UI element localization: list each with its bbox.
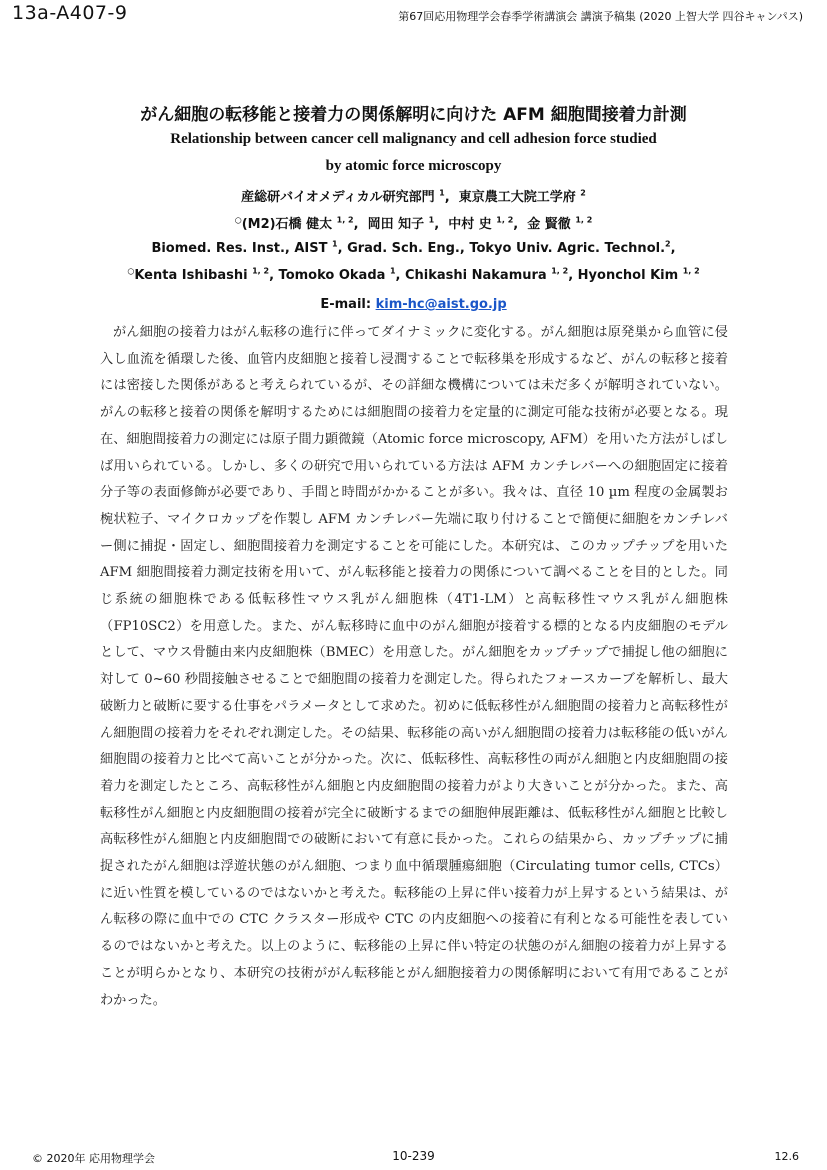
author-4-mark: 1, 2 [575,215,593,225]
author-en-4: Hyonchol Kim [577,268,679,283]
affiliation-english: Biomed. Res. Inst., AIST $^1$, Grad. Sch. Eng., Tokyo Univ. Agric. Technol.$^2$, [151,239,676,256]
author-1-mark: 1, 2 [336,215,354,225]
author-1: (M2)石橋 健太 [241,217,333,232]
author-en-1-mark: 1, 2 [252,266,270,276]
author-en-1: Kenta Ishibashi [134,268,248,283]
author-en-2: Tomoko Okada [278,268,386,283]
author-3-mark: 1, 2 [496,215,514,225]
version-number: 12.6 [774,1150,799,1163]
abstract-body: がん細胞の接着力はがん転移の進行に伴ってダイナミックに変化する。がん細胞は原発巣から血管に侵入し血流を循環した後、血管内皮細胞と接着し浸潤することで転移巣を形成するなど、がんの転移と接着には密接した関係があると考えられているが、その詳細な機構については未だ多くが解明されていない。がんの転移と接着の関係を解明するためには細胞間の接着力を定量的に測定可能な技術が必要となる。現在、細胞間接着力の測定には原子間力顕微鏡（Atomic force microscopy, AFM）を用いた方法がしばしば用いられている。しかし、多くの研究で用いられている方法は AFM カンチレバーへの細胞固定に接着分子等の表面修飾が必要であり、手間と時間がかかることが多い。我々は、直径 10 µm 程度の金属製お椀状粒子、マイクロカップを作製し AFM カンチレバー先端に取り付けることで簡便に細胞をカンチレバー側に捕捉・固定し、細胞間接着力を測定することを可能にした。本研究は、このカップチップを用いた AFM 細胞間接着力測定技術を用いて、がん転移能と接着力の関係について調べることを目的とした。同じ系統の細胞株である低転移性マウス乳がん細胞株（4T1-LM）と高転移性マウス乳がん細胞株（FP10SC2）を用意した。また、がん転移時に血中のがん細胞が接着する標的となる内皮細胞のモデルとして、マウス骨髄由来内皮細胞株（BMEC）を用意した。がん細胞をカップチップで捕捉し他の細胞に対して 0~60 秒間接触させることで細胞間の接着力を測定した。得られたフォースカーブを解析し、最大破断力と破断に要する仕事をパラメータとして求めた。初めに低転移性がん細胞間の接着力と高転移性がん細胞間の接着力をそれぞれ測定した。その結果、転移能の高いがん細胞間の接着力は転移能の低いがん細胞間の接着力と比べて高いことが分かった。次に、低転移性、高転移性の両がん細胞と内皮細胞間の接着力を測定したところ、高転移性がん細胞と内皮細胞間の接着力がより大きいことが分かった。また、高転移性がん細胞と内皮細胞間の接着が完全に破断するまでの細胞伸展距離は、低転移性がん細胞と比較し高転移性がん細胞と内皮細胞間での破断において有意に長かった。これらの結果から、カップチップに捕捉されたがん細胞は浮遊状態のがん細胞、つまり血中循環腫瘍細胞（Circulating tumor cells, CTCs）に近い性質を模しているのではないかと考えた。転移能の上昇に伴い接着力が上昇するという結果は、がん転移の際に血中での CTC クラスター形成や CTC の内皮細胞への接着に有利となる可能性を表しているのではないかと考えた。以上のように、転移能の上昇に伴い特定の状態のがん細胞の接着力が上昇することが明らかとなり、本研究の技術ががん転移能とがん細胞接着力の関係解明において有用であることがわかった。 [100,325,728,1008]
affiliation-2-mark: 2 [580,188,586,198]
affiliation-en-1: Biomed. Res. Inst., AIST [151,241,328,256]
title-english-line2: by atomic force microscopy [325,158,502,174]
affiliation-2: 東京農工大院工学府 [458,190,576,205]
title-english-line1: Relationship between cancer cell malignancy and cell adhesion force studied [170,131,657,147]
author-4: 金 賢徹 [527,217,571,232]
author-2-mark: 1 [428,215,435,225]
authors-english: ○Kenta Ishibashi $^{1, 2}$, Tomoko Okada $^1$, Chikashi Nakamura $^{1, 2}$, Hyonchol Kim $^{1, 2}$ [127,266,700,283]
author-3: 中村 史 [448,217,492,232]
email-line [0,297,827,312]
authors-japanese: ○(M2)石橋 健太 $^{1, 2}$, 岡田 知子 $^1$, 中村 史 $^{1, 2}$, 金 賢徹 $^{1, 2}$ [234,215,593,232]
conference-header: 第67回応用物理学会春季学術講演会 講演予稿集 (2020 上智大学 四谷キャンパス) [398,10,803,23]
presenter-mark-en: ○ [127,266,135,276]
affiliation-japanese: 産総研バイオメディカル研究部門 $^1$, 東京農工大院工学府 $^2$ [241,188,586,205]
copyright: © 2020年 応用物理学会 [32,1152,155,1165]
affiliation-en-2-mark: 2 [665,239,671,249]
affiliation-en-1-mark: 1 [332,239,338,249]
author-en-3-mark: 1, 2 [551,266,569,276]
author-en-3: Chikashi Nakamura [404,268,547,283]
author-2: 岡田 知子 [367,217,425,232]
page-number: 10-239 [392,1149,435,1163]
affiliation-en-2: Grad. Sch. Eng., Tokyo Univ. Agric. Technol. [347,241,666,256]
author-en-2-mark: 1 [389,266,396,276]
email-label: E-mail: [320,297,372,312]
presenter-mark: ○ [234,215,242,225]
abstract-id: 13a-A407-9 [12,2,128,24]
affiliation-1: 産総研バイオメディカル研究部門 [241,190,435,205]
email-link[interactable]: kim-hc@aist.go.jp [375,297,507,312]
title-japanese: がん細胞の転移能と接着力の関係解明に向けた AFM 細胞間接着力計測 [140,105,687,125]
author-en-4-mark: 1, 2 [682,266,700,276]
affiliation-1-mark: 1 [439,188,445,198]
